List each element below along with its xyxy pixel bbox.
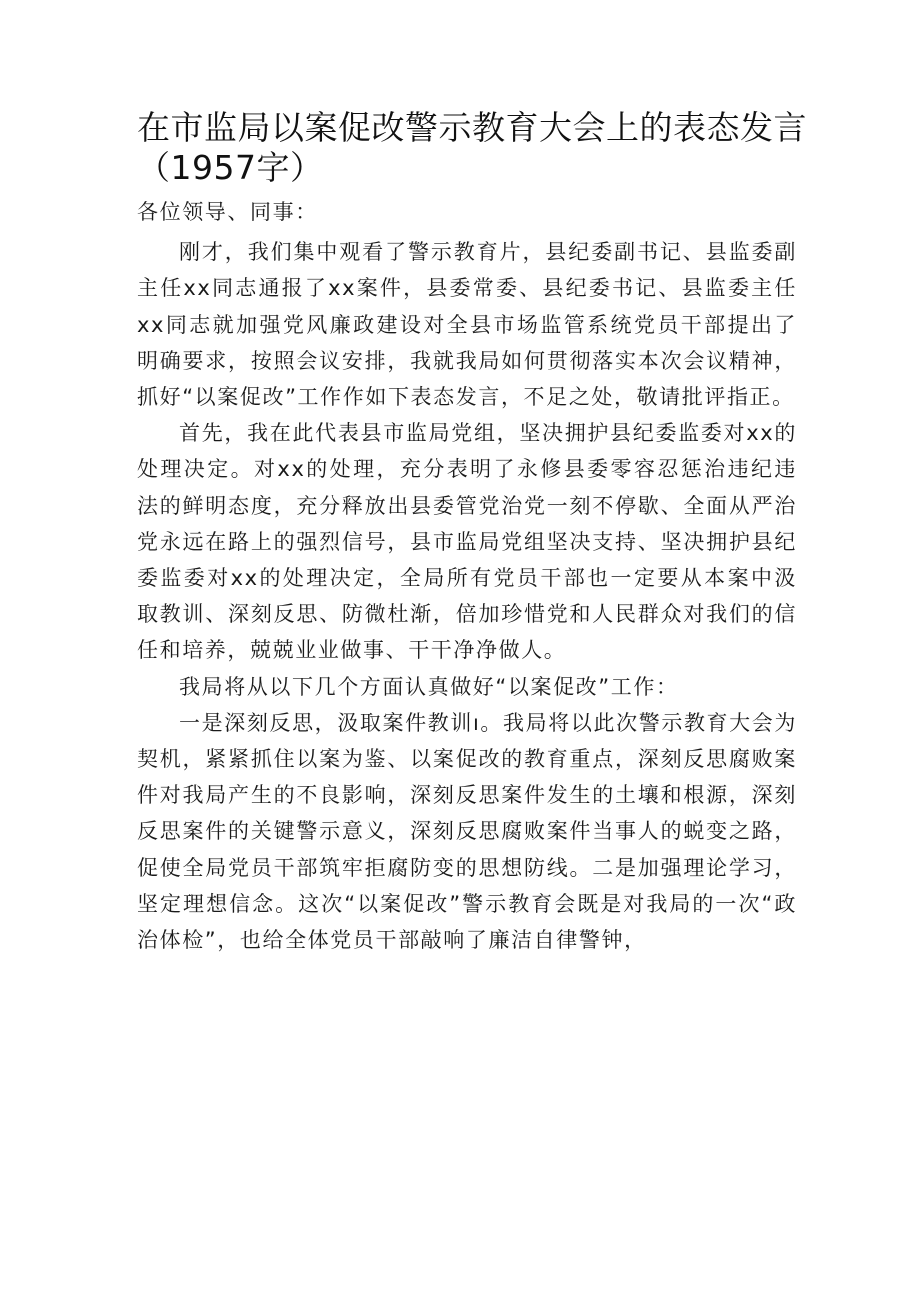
title-line-2: （1957字） xyxy=(137,148,324,187)
paragraph-2: 首先，我在此代表县市监局党组，坚决拥护县纪委监委对xx的处理决定。对xx的处理，充分表明了永修县委零容忍惩治违纪违法的鲜明态度，充分释放出县委管党治党一刻不停歇、全面从严治党永远在路上的强烈信号，县市监局党组坚决支持、坚决拥护县纪委监委对xx的处理决定，全局所有党员干部也一定要从本案中汲取教训、深刻反思、防微杜渐，倍加珍惜党和人民群众对我们的信任和培养，兢兢业业做事、干干净净做人。 xyxy=(137,421,797,663)
paragraph-4: 一是深刻反思，汲取案件教训ı。我局将以此次警示教育大会为契机，紧紧抓住以案为鉴、以案促改的教育重点，深刻反思腐败案件对我局产生的不良影响，深刻反思案件发生的土壤和根源，深刻反思案件的关键警示意义，深刻反思腐败案件当事人的蜕变之路，促使全局党员干部筑牢拒腐防变的思想防线。二是加强理论学习，坚定理想信念。这次“以案促改”警示教育会既是对我局的一次“政治体检”，也给全体党员干部敲响了廉洁自律警钟， xyxy=(137,710,797,953)
paragraph-3: 我局将从以下几个方面认真做好“以案促改”工作： xyxy=(179,674,679,699)
document-page xyxy=(137,108,807,958)
salutation: 各位领导、同事： xyxy=(137,200,318,224)
document-title xyxy=(137,108,807,188)
paragraph-1: 刚才，我们集中观看了警示教育片，县纪委副书记、县监委副主任xx同志通报了xx案件，县委常委、县纪委书记、县监委主任xx同志就加强党风廉政建设对全县市场监管系统党员干部提出了明确要求，按照会议安排，我就我局如何贯彻落实本次会议精神，抓好“以案促改”工作作如下表态发言，不足之处，敬请批评指正。 xyxy=(137,240,797,410)
title-line-1: 在市监局以案促改警示教育大会上的表态发言 xyxy=(137,108,807,147)
